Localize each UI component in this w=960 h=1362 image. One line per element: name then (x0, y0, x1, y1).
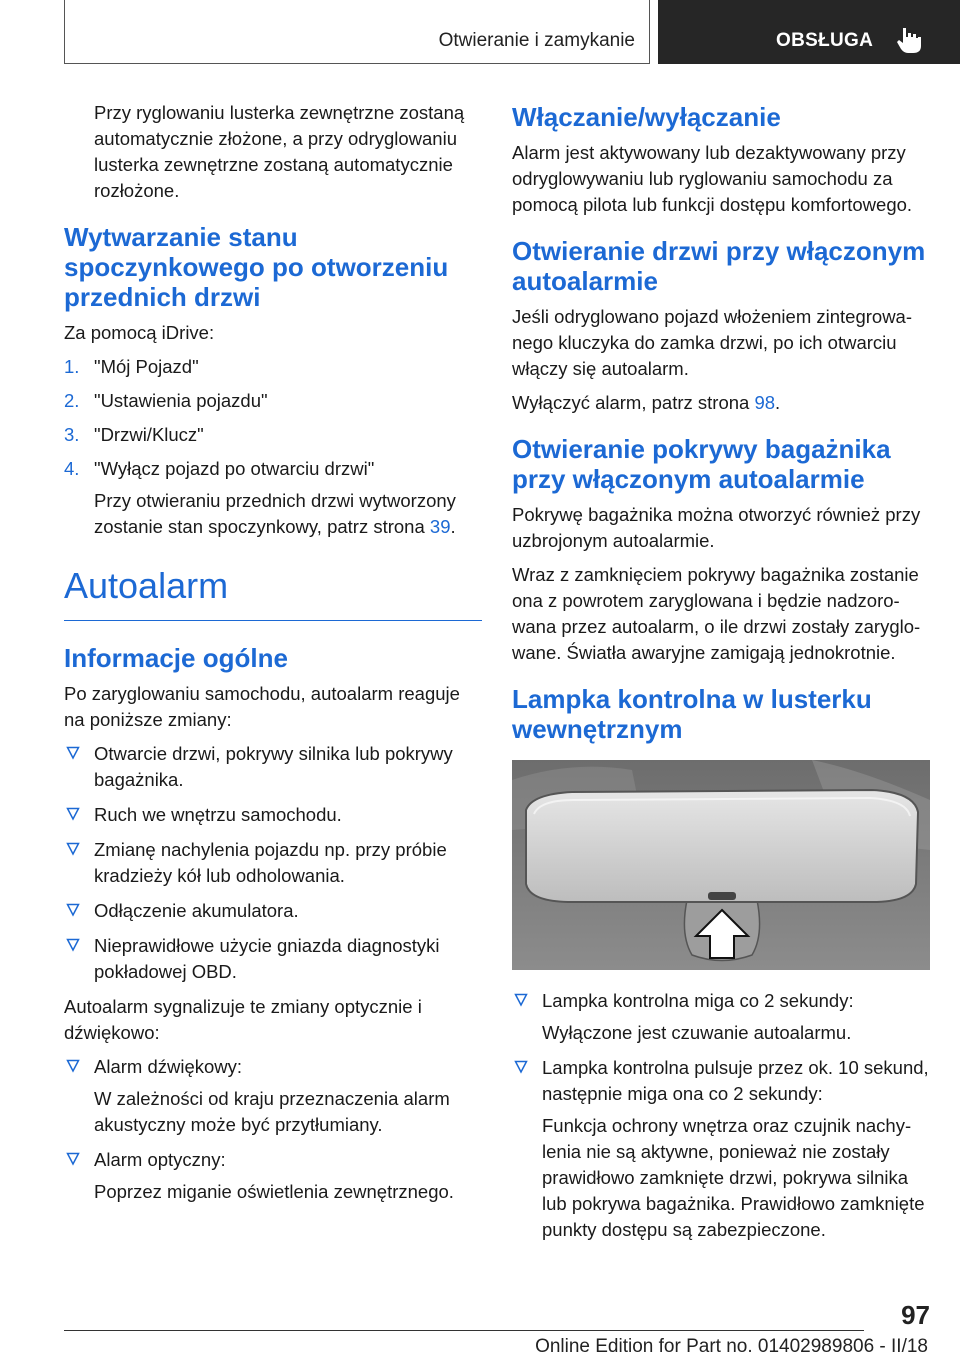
step-number: 3. (64, 424, 80, 445)
rest-state-intro: Za pomocą iDrive: (64, 322, 215, 343)
left-column (64, 100, 482, 1214)
triangle-bullet-icon (66, 807, 80, 821)
triangle-bullet-icon (66, 1152, 80, 1166)
list-item: Ruch we wnętrzu samochodu. (64, 802, 482, 828)
header-section-box (658, 0, 960, 64)
list-item: Lampka kontrolna pulsuje przez ok. 10 sekund, następnie miga ona co 2 sekundy: Funkcja ochrony wnętrza oraz czujnik nachylenia nie są aktywne, ponieważ nie zostały prawidłowo zamknięte drzwi, pokrywa silnika lub pokrywa bagażnika. Prawidłowo zamknięte punkty dostępu są zabezpieczone. (512, 1055, 930, 1243)
step-number: 4. (64, 458, 80, 479)
doors-heading: Otwieranie drzwi przy włączonym autoalarmie (512, 236, 926, 296)
hand-pointer-icon (896, 26, 922, 54)
triangle-bullet-icon (514, 1060, 528, 1074)
onoff-heading: Włączanie/wyłączanie (512, 102, 781, 132)
mirror-fold-text: Przy ryglowaniu lusterka zewnętrzne zostaną automatycznie złożone, a przy odryglowaniu lusterka zewnętrzne zostaną automatycznie rozłożone. (94, 102, 465, 201)
step-item (64, 422, 482, 448)
chapter-heading-autoalarm: Autoalarm (64, 566, 482, 621)
list-item: Zmianę nachylenia pojazdu np. przy próbie kradzieży kół lub odholowania. (64, 837, 482, 889)
step-number: 1. (64, 356, 80, 377)
section-label: OBSŁUGA (776, 30, 874, 51)
info-intro: Po zaryglowaniu samochodu, autoalarm reaguje na poniższe zmiany: (64, 683, 460, 730)
step-number: 2. (64, 390, 80, 411)
step-text: "Drzwi/Klucz" (94, 424, 204, 445)
footer-divider (64, 1330, 864, 1331)
header-chapter-box (64, 0, 650, 64)
signal-intro: Autoalarm sygnalizuje te zmiany optycznie i dźwiękowo: (64, 996, 422, 1043)
trunk-heading: Otwieranie pokrywy bagażnika przy włączonym autoalarmie (512, 434, 891, 494)
doors-note: Wyłączyć alarm, patrz strona 98. (512, 392, 781, 413)
list-item: Alarm optyczny: Poprzez miganie oświetlenia zewnętrznego. (64, 1147, 482, 1205)
trunk-text-2: Wraz z zamknięciem pokrywy bagażnika zostanie ona z powrotem zaryglowana i będzie nadzorowana przez autoalarm, o ile drzwi zostały zaryglowane. Światła awaryjne zamigają jednokrotnie. (512, 564, 921, 663)
step-item (64, 456, 482, 540)
trunk-text-1: Pokrywę bagażnika można otworzyć również przy uzbrojonym autoalarmie. (512, 504, 921, 551)
triangle-bullet-icon (66, 746, 80, 760)
triangle-bullet-icon (66, 1059, 80, 1073)
step-item (64, 388, 482, 414)
rest-state-heading: Wytwarzanie stanu spoczynkowego po otworzeniu przednich drzwi (64, 222, 449, 312)
onoff-text: Alarm jest aktywowany lub dezaktywowany przy odryglowywaniu lub ryglowaniu samochodu za pomocą pilota lub funkcji dostępu komfortowego. (512, 142, 913, 215)
page-number: 97 (901, 1300, 930, 1330)
step-text: "Mój Pojazd" (94, 356, 199, 377)
step-item (64, 354, 482, 380)
list-item: Nieprawidłowe użycie gniazda diagnostyki pokładowej OBD. (64, 933, 482, 985)
list-item: Odłączenie akumulatora. (64, 898, 482, 924)
list-item: Otwarcie drzwi, pokrywy silnika lub pokrywy bagażnika. (64, 741, 482, 793)
right-column (512, 100, 930, 1252)
list-item: Lampka kontrolna miga co 2 sekundy: Wyłączone jest czuwanie autoalarmu. (512, 988, 930, 1046)
step-text: "Wyłącz pojazd po otwarciu drzwi" (94, 458, 375, 479)
lamp-heading: Lampka kontrolna w lusterku wewnętrznym (512, 684, 872, 744)
rearview-mirror-illustration (512, 760, 930, 970)
triangle-bullet-icon (66, 842, 80, 856)
triangle-bullet-icon (66, 903, 80, 917)
page-link-39[interactable]: 39 (429, 516, 451, 537)
footer-edition: Online Edition for Part no. 01402989806 - II/18 (535, 1336, 928, 1357)
triangle-bullet-icon (514, 993, 528, 1007)
list-item: Alarm dźwiękowy: W zależności od kraju przeznaczenia alarm akustyczny może być przytłumiany. (64, 1054, 482, 1138)
info-heading: Informacje ogólne (64, 643, 288, 673)
triangle-bullet-icon (66, 938, 80, 952)
step-note: Przy otwieraniu przednich drzwi wytworzony zostanie stan spoczynkowy, patrz strona 39. (94, 490, 456, 537)
page-link-98[interactable]: 98 (754, 392, 776, 413)
doors-text: Jeśli odryglowano pojazd włożeniem zintegrowanego kluczyka do zamka drzwi, po ich otwarciu włączy się autoalarm. (512, 306, 913, 379)
chapter-title: Otwieranie i zamykanie (438, 30, 635, 51)
step-text: "Ustawienia pojazdu" (94, 390, 268, 411)
